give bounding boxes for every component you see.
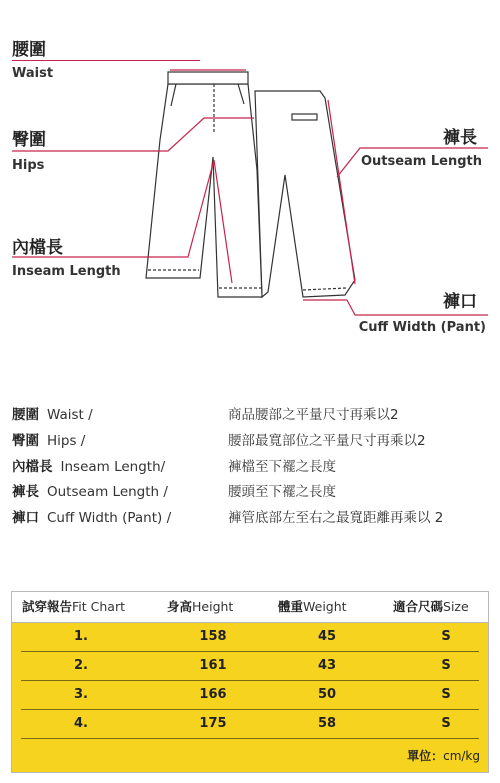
cell-height: 158 <box>199 629 227 644</box>
cell-size: S <box>441 716 451 731</box>
waistband <box>168 72 248 84</box>
cuff-label-en: Cuff Width (Pant) <box>358 320 486 335</box>
def-desc: 腰頭至下襬之長度 <box>228 484 336 500</box>
fit-chart-table <box>11 591 489 773</box>
back-pocket <box>292 114 317 120</box>
cell-weight: 43 <box>317 658 337 673</box>
inseam-label-zh: 內檔長 <box>12 238 63 258</box>
cell-no: 4. <box>74 716 88 731</box>
cell-no: 1. <box>74 629 88 644</box>
hips-label-en: Hips <box>12 158 45 173</box>
def-term-en: Inseam Length/ <box>60 459 166 475</box>
definition-row <box>12 403 492 423</box>
cell-height: 161 <box>199 658 227 673</box>
cell-size: S <box>441 687 451 702</box>
header-weight <box>278 592 347 622</box>
def-term-zh: 褲口 <box>12 510 39 526</box>
cell-weight: 45 <box>317 629 337 644</box>
def-term-en: Cuff Width (Pant) / <box>47 510 172 526</box>
def-term-en: Hips / <box>47 433 86 449</box>
def-term-en: Waist / <box>47 407 93 423</box>
cell-height: 166 <box>199 687 227 702</box>
waist-label-en: Waist <box>12 66 54 81</box>
outseam-label-zh: 褲長 <box>443 128 477 148</box>
waist-label-zh: 腰圍 <box>12 40 46 60</box>
table-row <box>21 709 479 739</box>
outseam-label-en: Outseam Length <box>360 154 482 169</box>
unit-note <box>407 747 480 764</box>
table-row <box>21 680 479 710</box>
table-row <box>21 651 479 681</box>
header-zh: 試穿報告 <box>22 599 73 614</box>
cell-weight: 58 <box>317 716 337 731</box>
def-desc: 商品腰部之平量尺寸再乘以2 <box>228 407 399 423</box>
header-zh: 適合尺碼 <box>393 599 444 614</box>
unit-en: cm/kg <box>443 749 480 763</box>
front-pant-outline <box>146 84 262 297</box>
def-term-zh: 臀圍 <box>12 433 39 449</box>
definition-row <box>12 480 492 500</box>
header-fit-chart <box>22 592 125 622</box>
cell-size: S <box>441 658 451 673</box>
def-term-zh: 腰圍 <box>12 407 39 423</box>
header-en: Size <box>443 599 469 614</box>
def-term-zh: 褲長 <box>12 484 39 500</box>
pants-drawing <box>0 0 500 350</box>
cuff-label-zh: 褲口 <box>443 292 477 312</box>
unit-zh: 單位： <box>407 749 444 763</box>
cell-size: S <box>441 629 451 644</box>
cell-height: 175 <box>199 716 227 731</box>
inseam-label-en: Inseam Length <box>12 264 121 279</box>
cell-no: 3. <box>74 687 88 702</box>
def-desc: 褲檔至下襬之長度 <box>228 459 336 475</box>
def-desc: 褲管底部左至右之最寬距離再乘以 2 <box>228 510 444 526</box>
hips-label-zh: 臀圍 <box>12 130 46 150</box>
back-pant-outline <box>255 91 355 297</box>
definition-row <box>12 506 492 526</box>
def-term-zh: 內檔長 <box>12 459 53 475</box>
header-height <box>167 592 233 622</box>
table-row <box>21 622 479 652</box>
def-term-en: Outseam Length / <box>47 484 168 500</box>
measurement-diagram <box>0 0 500 350</box>
header-en: Height <box>192 599 234 614</box>
header-size <box>393 592 469 622</box>
cell-weight: 50 <box>317 687 337 702</box>
header-zh: 身高 <box>167 599 193 614</box>
cell-no: 2. <box>74 658 88 673</box>
header-en: Weight <box>303 599 347 614</box>
fit-chart-header <box>12 592 488 623</box>
definition-row <box>12 455 492 475</box>
definition-row <box>12 429 492 449</box>
header-zh: 體重 <box>278 599 304 614</box>
def-desc: 腰部最寬部位之平量尺寸再乘以2 <box>228 433 426 449</box>
header-en: Fit Chart <box>72 599 125 614</box>
